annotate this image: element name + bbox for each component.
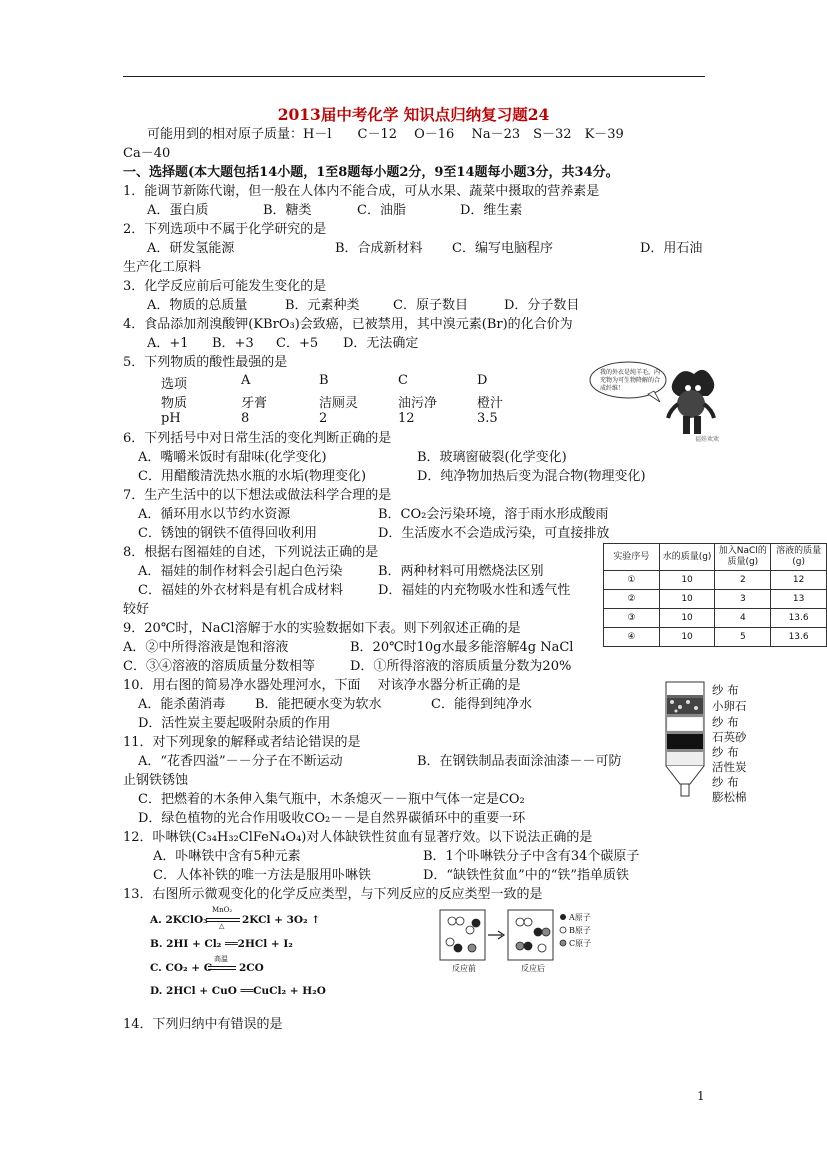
q5-cell: 物质 <box>161 396 188 411</box>
q13-option-b: B. 2HI + Cl₂ ══2HCl + I₂ <box>150 938 293 950</box>
filter-label: 纱 布 <box>712 683 739 697</box>
table-cell: 3 <box>715 590 771 609</box>
q5-cell: C <box>398 373 408 388</box>
mascot-bubble-text: 我的外衣是纯羊毛，内充物为可生物降解的合成纤维！ <box>600 369 661 392</box>
q2-option-d: D．用石油 <box>640 241 703 256</box>
q8-option-c: C．福娃的外衣材料是有机合成材料 <box>138 583 343 598</box>
table-cell: 13.6 <box>771 609 827 628</box>
q6-stem: 6．下列括号中对日常生活的变化判断正确的是 <box>123 431 392 446</box>
q2-option-a: A．研发氢能源 <box>147 241 235 256</box>
table-row <box>604 590 827 609</box>
table-row <box>604 628 827 647</box>
filter-label: 纱 布 <box>712 715 739 729</box>
q8-option-a: A．福娃的制作材料会引起白色污染 <box>138 564 343 579</box>
filter-label: 膨松棉 <box>712 790 747 804</box>
q13-option-c-condition: 高温 <box>214 955 228 963</box>
q9-option-c: C．③④溶液的溶质质量分数相等 <box>123 659 315 674</box>
q9-option-d: D．①所得溶液的溶质质量分数为20% <box>350 659 572 674</box>
q4-option-b: B．+3 <box>212 336 254 351</box>
table-cell: ② <box>604 590 660 609</box>
q5-cell: 油污净 <box>398 396 438 411</box>
q13-stem: 13．右图所示微观变化的化学反应类型，与下列反应的反应类型一致的是 <box>123 887 543 902</box>
filter-label: 纱 布 <box>712 745 739 759</box>
q8-continuation: 较好 <box>123 602 150 617</box>
q5-cell: 2 <box>319 411 328 426</box>
q12-option-c: C．人体补铁的唯一方法是服用卟啉铁 <box>153 868 371 883</box>
diagram-label-after: 反应后 <box>521 964 545 973</box>
q11-option-a: A．“花香四溢”－－分子在不断运动 <box>138 754 343 769</box>
table-cell: 10 <box>659 590 715 609</box>
q13-option-a-catalyst: MnO₂ <box>212 906 233 914</box>
equation-bar <box>208 966 236 970</box>
header-rule <box>123 76 705 77</box>
q10-option-d: D．活性炭主要起吸附杂质的作用 <box>138 716 331 731</box>
filter-label: 小卵石 <box>712 699 747 713</box>
section-heading: 一、选择题(本大题包括14小题，1至8题每小题2分，9至14题每小题3分，共34分。 <box>123 165 619 180</box>
q9-option-b: B．20℃时10g水最多能溶解4g NaCl <box>350 640 574 655</box>
table-cell: 13.6 <box>771 628 827 647</box>
page-number: 1 <box>697 1089 705 1103</box>
q2-option-c: C．编写电脑程序 <box>452 241 553 256</box>
q4-option-d: D．无法确定 <box>343 336 419 351</box>
legend-c-label: C原子 <box>569 939 592 948</box>
q7-option-d: D．生活废水不会造成污染，可直接排放 <box>378 526 610 541</box>
q5-cell: pH <box>161 411 181 426</box>
q1-stem: 1．能调节新陈代谢，但一般在人体内不能合成，可从水果、蔬菜中摄取的营养素是 <box>123 184 600 199</box>
q8-stem: 8．根据右图福娃的自述，下列说法正确的是 <box>123 545 379 560</box>
q10-option-a: A．能杀菌消毒 <box>138 697 226 712</box>
arrow-icon <box>488 931 504 939</box>
q13-option-a-products: 2KCl + 3O₂ ↑ <box>242 914 321 926</box>
q5-stem: 5．下列物质的酸性最强的是 <box>123 355 288 370</box>
table-row <box>604 609 827 628</box>
q5-cell: 选项 <box>161 377 188 392</box>
q3-option-b: B．元素种类 <box>285 298 360 313</box>
q14-stem: 14．下列归纳中有错误的是 <box>123 1017 283 1032</box>
q11-option-b: B．在钢铁制品表面涂油漆－－可防 <box>417 754 622 769</box>
q9-stem: 9．20℃时，NaCl溶解于水的实验数据如下表。则下列叙述正确的是 <box>123 621 521 636</box>
table-cell: 5 <box>715 628 771 647</box>
water-filter-illustration <box>660 680 710 800</box>
q6-option-a: A．嘴嚼米饭时有甜味(化学变化) <box>138 450 327 465</box>
table-header: 水的质量(g) <box>659 544 715 571</box>
diagram-label-before: 反应前 <box>452 964 476 973</box>
filter-label: 石英砂 <box>712 730 747 744</box>
q3-stem: 3．化学反应前后可能发生变化的是 <box>123 279 327 294</box>
q2-option-b: B．合成新材料 <box>335 241 423 256</box>
table-cell: ① <box>604 571 660 590</box>
table-cell: ④ <box>604 628 660 647</box>
atomic-mass-line-2: Ca－40 <box>123 146 171 161</box>
q5-cell: 洁厕灵 <box>319 396 359 411</box>
legend-b-label: B原子 <box>569 926 591 935</box>
q10-option-b: B．能把硬水变为软水 <box>255 697 382 712</box>
q4-option-c: C．+5 <box>276 336 319 351</box>
q1-option-c: C．油脂 <box>357 203 406 218</box>
table-cell: 10 <box>659 628 715 647</box>
q3-option-d: D．分子数目 <box>504 298 580 313</box>
nacl-data-table <box>603 543 827 647</box>
filter-label: 活性炭 <box>712 760 747 774</box>
table-cell: 12 <box>771 571 827 590</box>
q8-option-d: D．福娃的内充物吸水性和透气性 <box>378 583 571 598</box>
q5-cell: B <box>319 373 329 388</box>
q5-cell: 3.5 <box>477 411 498 426</box>
q7-option-b: B．CO₂会污染环境，溶于雨水形成酸雨 <box>378 507 609 522</box>
legend-c-icon <box>560 940 566 946</box>
filter-label: 纱 布 <box>712 775 739 789</box>
q3-option-c: C．原子数目 <box>393 298 468 313</box>
q2-stem: 2．下列选项中不属于化学研究的是 <box>123 222 327 237</box>
atomic-mass-line: 可能用到的相对原子质量：H－l C－12 O－16 Na－23 S－32 K－39 <box>147 127 624 142</box>
q11-option-c: C．把燃着的木条伸入集气瓶中，木条熄灭－－瓶中气体一定是CO₂ <box>138 792 525 807</box>
q7-option-c: C．锈蚀的钢铁不值得回收利用 <box>138 526 317 541</box>
q7-option-a: A．循环用水以节约水资源 <box>138 507 291 522</box>
q11-option-b-cont: 止钢铁锈蚀 <box>123 773 189 788</box>
q8-option-b: B．两种材料可用燃烧法区别 <box>378 564 544 579</box>
q4-stem: 4．食品添加剂溴酸钾(KBrO₃)会致癌，已被禁用，其中溴元素(Br)的化合价为 <box>123 317 573 332</box>
q12-option-d: D．“缺铁性贫血”中的“铁”指单质铁 <box>423 868 630 883</box>
q1-option-d: D．维生素 <box>460 203 523 218</box>
q5-cell: D <box>477 373 488 388</box>
table-cell: 10 <box>659 609 715 628</box>
legend-a-label: A原子 <box>569 913 591 922</box>
table-cell: 4 <box>715 609 771 628</box>
q12-stem: 12．卟啉铁(C₃₄H₃₂ClFeN₄O₄)对人体缺铁性贫血有显著疗效。以下说法正确的是 <box>123 830 593 845</box>
q7-stem: 7．生产生活中的以下想法或做法科学合理的是 <box>123 488 392 503</box>
q6-option-b: B．玻璃窗破裂(化学变化) <box>417 450 567 465</box>
q11-stem: 11．对下列现象的解释或者结论错误的是 <box>123 735 361 750</box>
q10-option-c: C．能得到纯净水 <box>431 697 532 712</box>
q13-option-d: D. 2HCl + CuO ══CuCl₂ + H₂O <box>150 985 326 997</box>
table-cell: 2 <box>715 571 771 590</box>
q10-stem: 10．用右图的简易净水器处理河水，下面 对该净水器分析正确的是 <box>123 678 521 693</box>
q13-option-c-products: 2CO <box>239 962 264 974</box>
q13-option-c: C. CO₂ + C <box>150 962 213 974</box>
table-cell: 13 <box>771 590 827 609</box>
legend-b-icon <box>560 927 566 933</box>
table-header: 加入NaCl的质量(g) <box>715 544 771 571</box>
q13-option-a-heat: △ <box>219 922 225 930</box>
q13-option-a: A. 2KClO₃ <box>150 914 208 926</box>
q11-option-d: D．绿色植物的光合作用吸收CO₂－－是自然界碳循环中的重要一环 <box>138 811 526 826</box>
q12-option-b: B．1个卟啉铁分子中含有34个碳原子 <box>423 849 640 864</box>
q5-cell: 牙膏 <box>241 396 268 411</box>
table-cell: ③ <box>604 609 660 628</box>
mascot-caption: 福娃欢欢 <box>695 436 720 443</box>
q1-option-b: B．糖类 <box>263 203 312 218</box>
legend-a-icon <box>560 914 566 920</box>
q12-option-a: A．卟啉铁中含有5种元素 <box>153 849 301 864</box>
q3-option-a: A．物质的总质量 <box>147 298 248 313</box>
table-header: 实验序号 <box>604 544 660 571</box>
q9-option-a: A．②中所得溶液是饱和溶液 <box>123 640 289 655</box>
q1-option-a: A．蛋白质 <box>147 203 209 218</box>
q6-option-d: D．纯净物加热后变为混合物(物理变化) <box>417 469 646 484</box>
page-title: 2013届中考化学 知识点归纳复习题24 <box>277 105 550 124</box>
table-row <box>604 571 827 590</box>
q5-cell: 8 <box>241 411 250 426</box>
q6-option-c: C．用醋酸清洗热水瓶的水垢(物理变化) <box>138 469 367 484</box>
q2-continuation: 生产化工原料 <box>123 260 202 275</box>
q4-option-a: A．+1 <box>147 336 189 351</box>
q5-cell: 12 <box>398 411 415 426</box>
q5-cell: 橙汁 <box>477 396 504 411</box>
table-cell: 10 <box>659 571 715 590</box>
q5-cell: A <box>241 373 251 388</box>
table-header: 溶液的质量(g) <box>771 544 827 571</box>
